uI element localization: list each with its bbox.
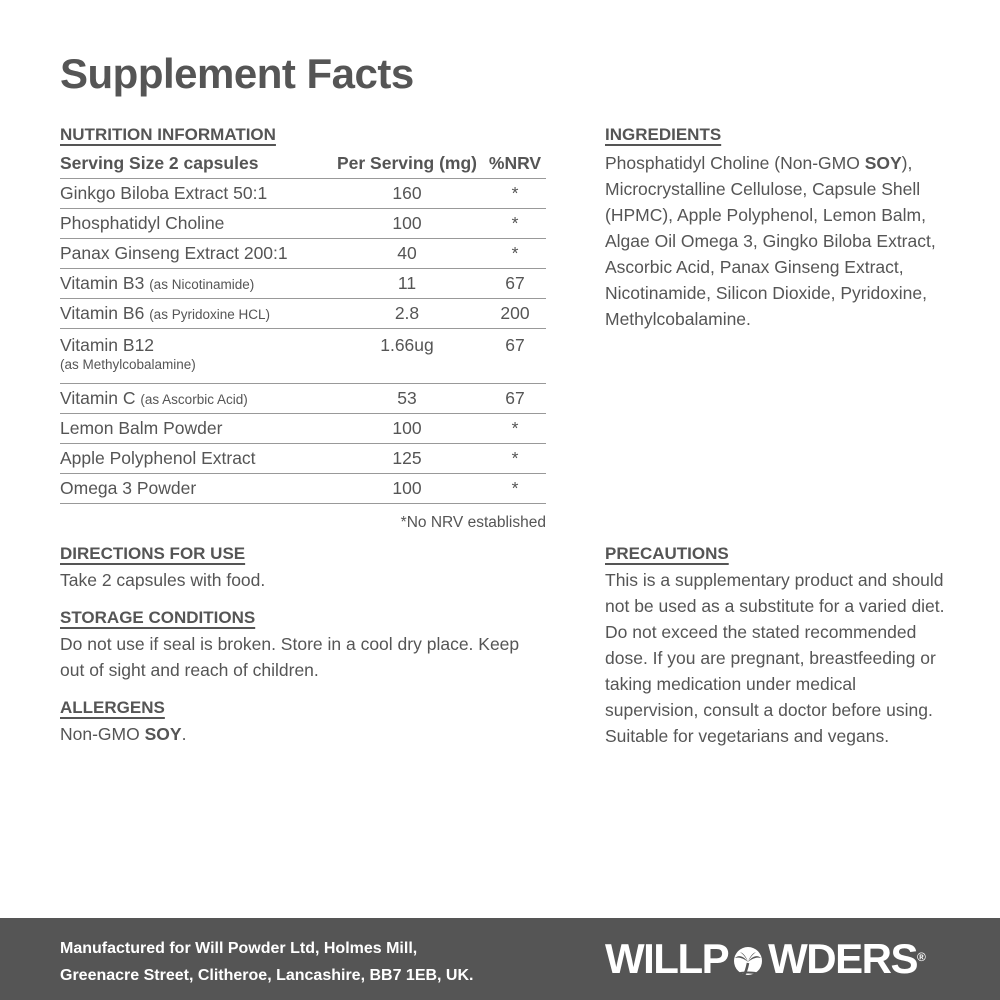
- palm-tree-icon: [729, 937, 767, 981]
- table-row: [60, 239, 546, 269]
- nutrient-form-note: (as Pyridoxine HCL): [149, 307, 270, 322]
- allergens-heading: ALLERGENS: [60, 698, 165, 717]
- nutrient-name: Phosphatidyl Choline: [60, 213, 225, 233]
- table-row: [60, 329, 546, 384]
- nutrition-heading: NUTRITION INFORMATION: [60, 125, 276, 144]
- nutrient-form-note: (as Nicotinamide): [149, 277, 255, 292]
- nutrient-name: Vitamin B6: [60, 303, 145, 323]
- column-header-serving: Serving Size 2 capsules: [60, 148, 330, 179]
- storage-text: Do not use if seal is broken. Store in a cool dry place. Keep out of sight and reach of children.: [60, 634, 520, 680]
- nrv-cell: *: [484, 474, 546, 504]
- brand-logo: [605, 937, 926, 981]
- manufacturer-address: [60, 935, 473, 989]
- table-row: [60, 474, 546, 504]
- nrv-cell: *: [484, 444, 546, 474]
- nutrient-name-cell: [60, 474, 330, 504]
- amount-cell: 2.8: [330, 299, 484, 329]
- allergens-text-start: Non-GMO: [60, 724, 145, 744]
- table-row: [60, 179, 546, 209]
- directions-text: Take 2 capsules with food.: [60, 570, 266, 590]
- nutrient-name-cell: [60, 299, 330, 329]
- storage-block: [60, 607, 540, 683]
- nutrient-name-cell: [60, 239, 330, 269]
- nrv-cell: *: [484, 239, 546, 269]
- directions-heading: DIRECTIONS FOR USE: [60, 544, 246, 563]
- nutrient-form-note: (as Methylcobalamine): [60, 357, 196, 372]
- nrv-cell: *: [484, 414, 546, 444]
- nrv-footnote: *No NRV established: [400, 514, 546, 531]
- precautions-section: [605, 543, 945, 749]
- nrv-cell: 67: [484, 384, 546, 414]
- nutrient-name: Vitamin B12: [60, 335, 155, 355]
- column-header-nrv: %NRV: [484, 148, 546, 179]
- table-header-row: [60, 148, 546, 179]
- allergens-text: [60, 721, 540, 747]
- directions-block: [60, 543, 540, 593]
- amount-cell: 100: [330, 474, 484, 504]
- nrv-cell: 200: [484, 299, 546, 329]
- amount-cell: 100: [330, 414, 484, 444]
- table-row: [60, 269, 546, 299]
- precautions-heading: PRECAUTIONS: [605, 544, 729, 563]
- nutrient-name-cell: [60, 329, 330, 384]
- nutrient-form-note: (as Ascorbic Acid): [140, 392, 248, 407]
- ingredients-text-end: ), Microcrystalline Cellulose, Capsule Shell (HPMC), Apple Polyphenol, Lemon Balm, Algae Oil Omega 3, Gingko Biloba Extract, Ascorbic Acid, Panax Ginseng Extract, Nicotinamide, Silicon Dioxide, Pyridoxine, Methylcobalamine.: [605, 153, 936, 329]
- ingredients-text: [605, 150, 945, 332]
- usage-info-section: [60, 543, 540, 761]
- nutrient-name: Vitamin B3: [60, 273, 145, 293]
- address-line-1: Manufactured for Will Powder Ltd, Holmes Mill,: [60, 940, 418, 957]
- table-row: [60, 444, 546, 474]
- nutrient-name-cell: [60, 179, 330, 209]
- table-row: [60, 299, 546, 329]
- logo-text-start: WILLP: [605, 935, 729, 982]
- nutrient-name: Ginkgo Biloba Extract 50:1: [60, 183, 268, 203]
- ingredients-section: [605, 122, 945, 332]
- ingredients-text-start: Phosphatidyl Choline (Non-GMO: [605, 153, 865, 173]
- nutrient-name: Apple Polyphenol Extract: [60, 448, 256, 468]
- nutrient-name-cell: [60, 414, 330, 444]
- nrv-cell: *: [484, 179, 546, 209]
- nutrient-name-cell: [60, 384, 330, 414]
- nutrient-name: Vitamin C: [60, 388, 136, 408]
- amount-cell: 40: [330, 239, 484, 269]
- ingredients-soy: SOY: [864, 153, 902, 173]
- amount-cell: 1.66ug: [330, 329, 484, 384]
- table-row: [60, 384, 546, 414]
- column-header-per-serving: Per Serving (mg): [330, 148, 484, 179]
- address-line-2: Greenacre Street, Clitheroe, Lancashire, BB7 1EB, UK.: [60, 967, 474, 984]
- nrv-cell: 67: [484, 329, 546, 384]
- nutrient-name: Lemon Balm Powder: [60, 418, 223, 438]
- nutrition-section: [60, 122, 546, 532]
- nrv-cell: 67: [484, 269, 546, 299]
- amount-cell: 100: [330, 209, 484, 239]
- nutrition-table: [60, 148, 546, 504]
- allergens-soy: SOY: [144, 724, 182, 744]
- nutrient-name-cell: [60, 444, 330, 474]
- allergens-text-end: .: [181, 724, 187, 744]
- registered-mark: ®: [916, 950, 926, 964]
- nrv-cell: *: [484, 209, 546, 239]
- ingredients-heading: INGREDIENTS: [605, 125, 722, 144]
- amount-cell: 11: [330, 269, 484, 299]
- amount-cell: 125: [330, 444, 484, 474]
- nutrient-name: Omega 3 Powder: [60, 478, 197, 498]
- nutrient-name: Panax Ginseng Extract 200:1: [60, 243, 288, 263]
- nutrition-table-body: [60, 179, 546, 504]
- allergens-block: [60, 697, 540, 747]
- page-title: Supplement Facts: [60, 50, 414, 97]
- table-row: [60, 209, 546, 239]
- footer-bar: [0, 918, 1000, 1000]
- amount-cell: 53: [330, 384, 484, 414]
- table-row: [60, 414, 546, 444]
- precautions-text: This is a supplementary product and should not be used as a substitute for a varied diet. Do not exceed the stated recommended dose. If you are pregnant, breastfeeding or taking medication under medical supervision, consult a doctor before using. Suitable for vegetarians and vegans.: [605, 570, 945, 746]
- storage-heading: STORAGE CONDITIONS: [60, 608, 256, 627]
- logo-text-end: WDERS: [768, 935, 917, 982]
- amount-cell: 160: [330, 179, 484, 209]
- nutrient-name-cell: [60, 209, 330, 239]
- nutrient-name-cell: [60, 269, 330, 299]
